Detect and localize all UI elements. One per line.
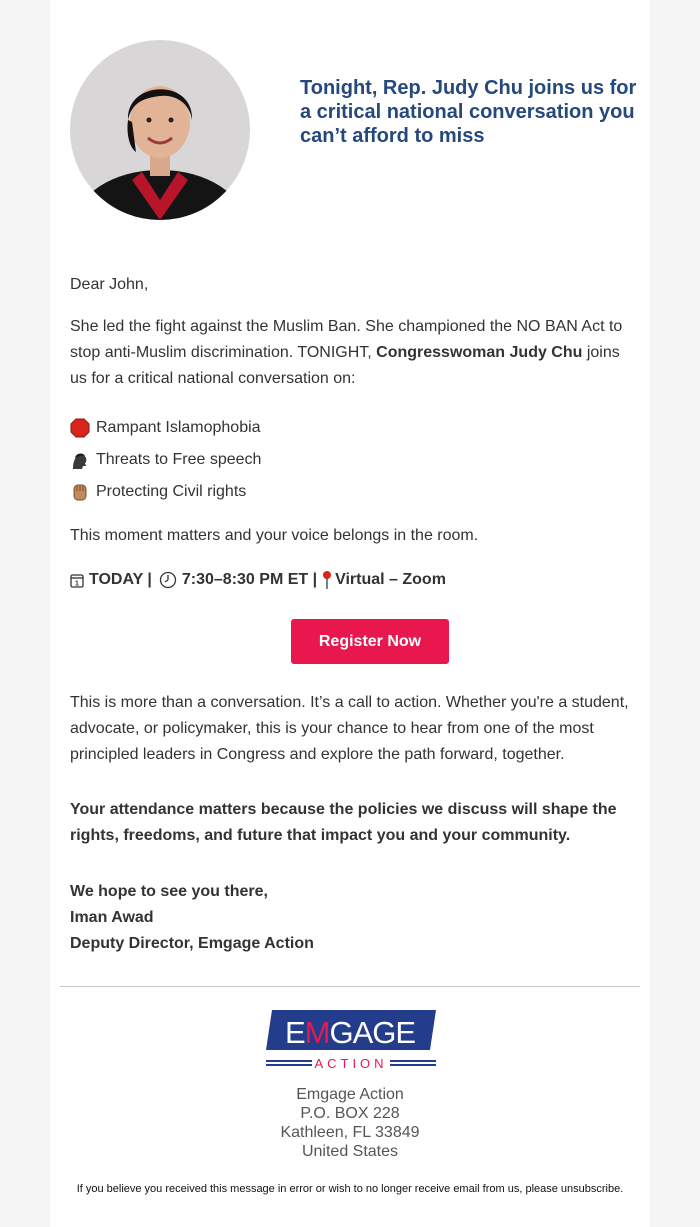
- svg-text:EMGAGE: EMGAGE: [284, 1015, 416, 1050]
- list-item: Threats to Free speech: [70, 444, 261, 476]
- raised-fist-icon: [70, 482, 90, 502]
- greeting: Dear John,: [70, 276, 149, 293]
- intro-paragraph: She led the fight against the Muslim Ban. She championed the NO BAN Act to stop anti-Muslim discrimination. TONIGHT, Congresswoman Judy Chu joins us for a critical national conversation on:: [70, 318, 623, 387]
- register-button[interactable]: Register Now: [291, 619, 449, 664]
- signer-title: Deputy Director, Emgage Action: [70, 935, 314, 952]
- unsubscribe-notice[interactable]: If you believe you received this message in error or wish to no longer receive email from us, please unsubscribe.: [76, 1183, 624, 1195]
- attendance-paragraph: Your attendance matters because the policies we discuss will shape the rights, freedoms, and future that impact you and your community.: [70, 801, 617, 844]
- emgage-action-logo: [264, 1008, 438, 1072]
- clock-icon: [159, 571, 177, 589]
- svg-text:ACTION: ACTION: [314, 1056, 388, 1071]
- svg-text:1: 1: [75, 580, 79, 587]
- signature: We hope to see you there, Iman Awad Deputy Director, Emgage Action: [70, 879, 314, 957]
- call-to-action-paragraph: This is more than a conversation. It’s a call to action. Whether you're a student, advocate, or policymaker, this is your chance to hear from one of the most principled leaders in Congress and explore the path forward, together.: [70, 694, 629, 763]
- mailing-address: Emgage Action P.O. BOX 228 Kathleen, FL 33849 United States: [280, 1086, 420, 1160]
- list-item: Rampant Islamophobia: [70, 412, 261, 444]
- moment-text: This moment matters and your voice belongs in the room.: [70, 527, 479, 544]
- pushpin-icon: [322, 570, 332, 590]
- signer-name: Iman Awad: [70, 909, 154, 926]
- calendar-icon: [70, 573, 84, 588]
- email-card: [50, 0, 650, 1227]
- event-details: 1 TODAY | 7:30–8:30 PM ET | Virtual – Zoom: [70, 567, 446, 593]
- headline: Tonight, Rep. Judy Chu joins us for a critical national conversation you can’t afford to miss: [300, 77, 637, 147]
- topic-list: [70, 412, 261, 508]
- portrait-photo: [70, 40, 250, 220]
- list-item: Protecting Civil rights: [70, 476, 261, 508]
- divider: [60, 986, 640, 987]
- congresswoman-name: Congresswoman Judy Chu: [376, 344, 583, 361]
- speaking-head-icon: [70, 450, 90, 470]
- stop-sign-icon: [70, 418, 90, 438]
